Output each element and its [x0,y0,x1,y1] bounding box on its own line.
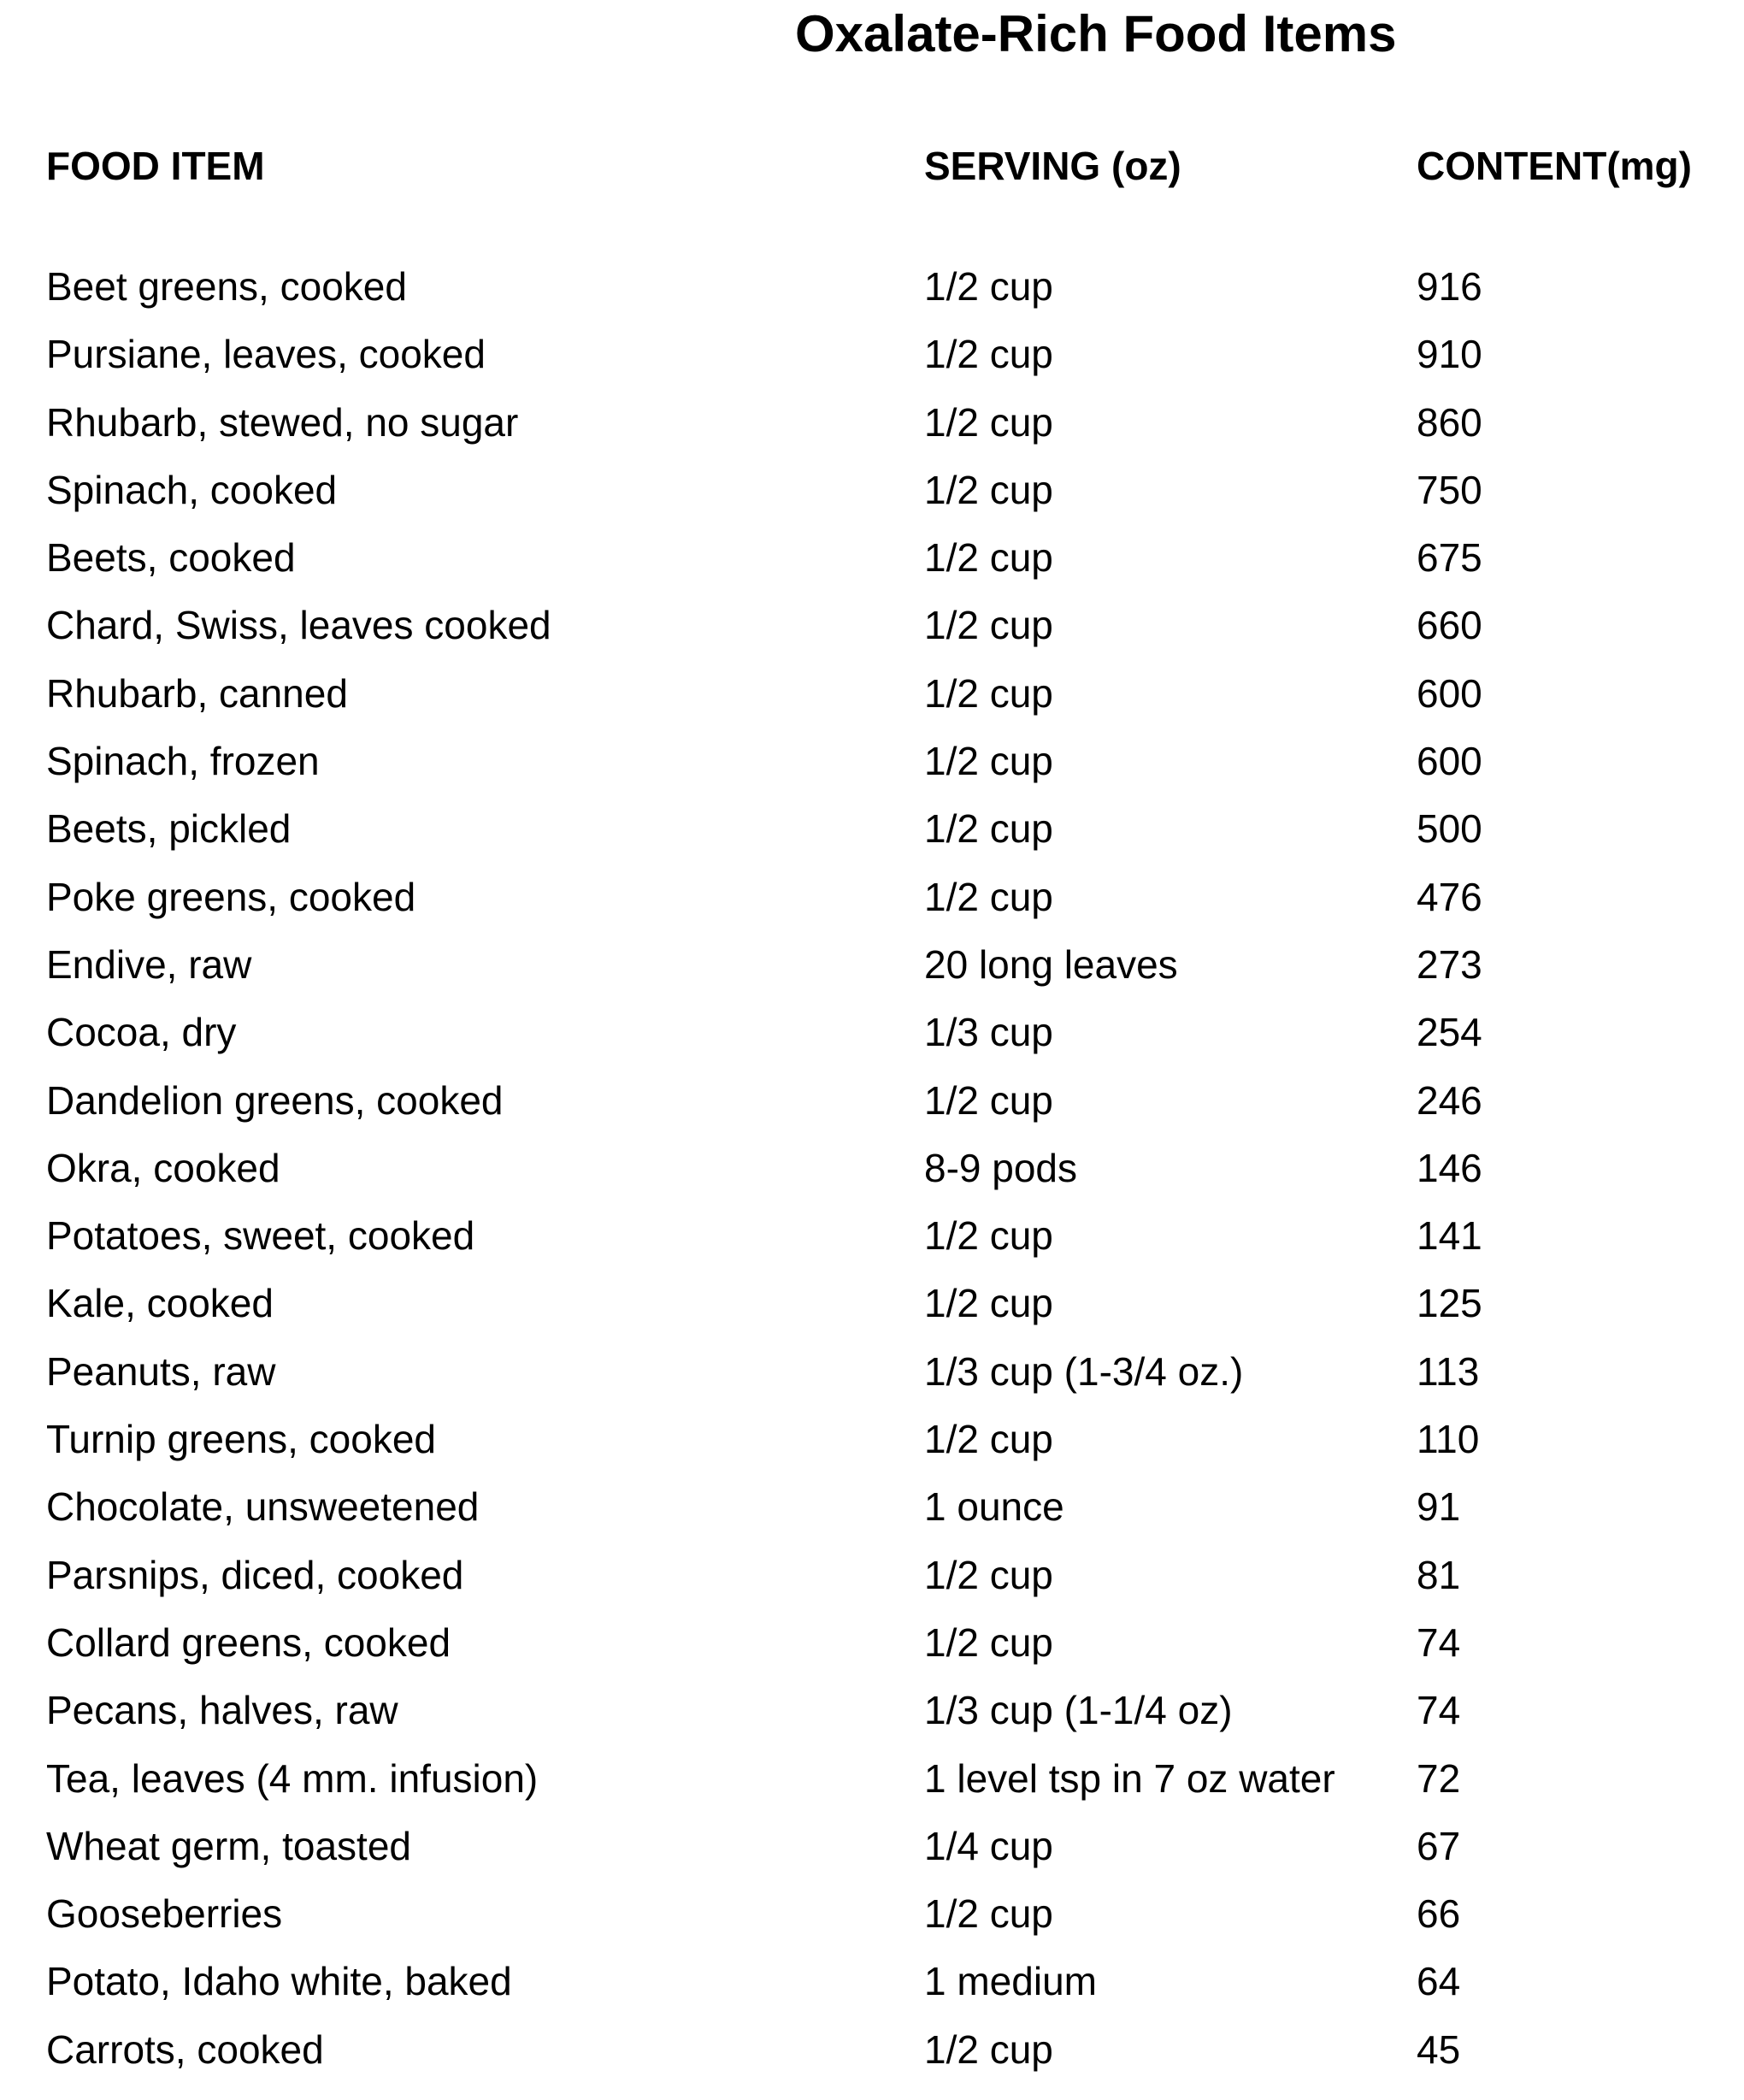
content-cell: 600 [1417,739,1482,784]
header-food-item: FOOD ITEM [46,144,265,188]
table-row [0,598,1744,665]
food-item-cell: Gooseberries [46,1891,283,1937]
food-item-cell: Pecans, halves, raw [46,1688,398,1733]
content-cell: 146 [1417,1145,1482,1190]
page-title: Oxalate-Rich Food Items [795,5,1397,62]
table-row [0,666,1744,734]
header-serving: SERVING (oz) [924,144,1181,188]
food-item-cell: Beets, cooked [46,535,296,581]
food-item-cell: Okra, cooked [46,1145,280,1190]
table-row [0,1141,1744,1208]
serving-cell: 1/2 cup [924,399,1053,445]
table-row [0,1344,1744,1412]
table-row [0,1005,1744,1072]
table-row [0,1819,1744,1886]
table-row [0,1615,1744,1683]
serving-cell: 1/2 cup [924,1417,1053,1462]
food-item-cell: Poke greens, cooked [46,874,416,919]
content-cell: 74 [1417,1688,1461,1733]
table-row [0,259,1744,327]
content-cell: 74 [1417,1619,1461,1665]
serving-cell: 1/2 cup [924,332,1053,377]
serving-cell: 1/2 cup [924,1552,1053,1597]
content-cell: 254 [1417,1010,1482,1055]
serving-cell: 1/2 cup [924,1619,1053,1665]
table-row [0,395,1744,463]
food-item-cell: Potato, Idaho white, baked [46,1959,512,2004]
content-cell: 476 [1417,874,1482,919]
food-item-cell: Rhubarb, stewed, no sugar [46,399,519,445]
food-item-cell: Turnip greens, cooked [46,1417,437,1462]
content-cell: 916 [1417,264,1482,309]
serving-cell: 1/2 cup [924,1213,1053,1259]
content-cell: 66 [1417,1891,1461,1937]
content-cell: 750 [1417,467,1482,512]
content-cell: 72 [1417,1755,1461,1801]
serving-cell: 1/2 cup [924,806,1053,852]
table-row [0,1073,1744,1141]
table-row [0,734,1744,801]
food-item-cell: Beets, pickled [46,806,292,852]
table-row [0,1208,1744,1276]
food-item-cell: Chocolate, unsweetened [46,1484,480,1530]
food-item-cell: Kale, cooked [46,1281,274,1326]
table-row [0,937,1744,1005]
table-row [0,1479,1744,1547]
table-row [0,463,1744,530]
serving-cell: 1/2 cup [924,670,1053,716]
content-cell: 125 [1417,1281,1482,1326]
serving-cell: 1/2 cup [924,264,1053,309]
content-cell: 64 [1417,1959,1461,2004]
table-row [0,1276,1744,1343]
food-item-cell: Spinach, cooked [46,467,338,512]
serving-cell: 1/2 cup [924,1281,1053,1326]
content-cell: 660 [1417,603,1482,648]
content-cell: 113 [1417,1348,1480,1394]
food-item-cell: Wheat germ, toasted [46,1823,411,1868]
serving-cell: 1/2 cup [924,603,1053,648]
content-cell: 675 [1417,535,1482,581]
table-row [0,1954,1744,2021]
food-item-cell: Collard greens, cooked [46,1619,451,1665]
content-cell: 600 [1417,670,1482,716]
food-item-cell: Chard, Swiss, leaves cooked [46,603,551,648]
serving-cell: 1/2 cup [924,874,1053,919]
food-item-cell: Carrots, cooked [46,2026,324,2072]
serving-cell: 1/2 cup [924,1891,1053,1937]
content-cell: 81 [1417,1552,1461,1597]
table-row [0,1548,1744,1615]
serving-cell: 1/2 cup [924,2026,1053,2072]
food-item-cell: Spinach, frozen [46,739,320,784]
serving-cell: 20 long leaves [924,941,1178,987]
food-item-cell: Dandelion greens, cooked [46,1077,504,1123]
content-cell: 910 [1417,332,1482,377]
serving-cell: 8-9 pods [924,1145,1078,1190]
food-item-cell: Cocoa, dry [46,1010,237,1055]
serving-cell: 1/2 cup [924,535,1053,581]
table-row [0,1886,1744,1954]
food-item-cell: Potatoes, sweet, cooked [46,1213,475,1259]
food-item-cell: Parsnips, diced, cooked [46,1552,464,1597]
header-content: CONTENT(mg) [1417,144,1692,188]
content-cell: 45 [1417,2026,1461,2072]
table-row [0,1683,1744,1750]
content-cell: 246 [1417,1077,1482,1123]
table-body [0,259,1744,2090]
content-cell: 500 [1417,806,1482,852]
food-item-cell: Beet greens, cooked [46,264,407,309]
table-header-row [0,139,1744,193]
content-cell: 141 [1417,1213,1482,1259]
table-row [0,1751,1744,1819]
food-item-cell: Pursiane, leaves, cooked [46,332,486,377]
table-row [0,801,1744,869]
content-cell: 67 [1417,1823,1461,1868]
serving-cell: 1/2 cup [924,467,1053,512]
content-cell: 91 [1417,1484,1461,1530]
content-cell: 110 [1417,1417,1480,1462]
serving-cell: 1/3 cup (1-3/4 oz.) [924,1348,1244,1394]
serving-cell: 1/3 cup [924,1010,1053,1055]
food-item-cell: Rhubarb, canned [46,670,348,716]
serving-cell: 1/3 cup (1-1/4 oz) [924,1688,1233,1733]
food-item-cell: Endive, raw [46,941,252,987]
content-cell: 273 [1417,941,1482,987]
serving-cell: 1/2 cup [924,1077,1053,1123]
food-item-cell: Peanuts, raw [46,1348,276,1394]
table-row [0,870,1744,937]
table-row [0,2022,1744,2090]
content-cell: 860 [1417,399,1482,445]
serving-cell: 1/4 cup [924,1823,1053,1868]
table-row [0,530,1744,598]
table-row [0,327,1744,394]
food-item-cell: Tea, leaves (4 mm. infusion) [46,1755,539,1801]
table-row [0,1412,1744,1479]
serving-cell: 1 level tsp in 7 oz water [924,1755,1335,1801]
serving-cell: 1 medium [924,1959,1097,2004]
serving-cell: 1/2 cup [924,739,1053,784]
serving-cell: 1 ounce [924,1484,1064,1530]
